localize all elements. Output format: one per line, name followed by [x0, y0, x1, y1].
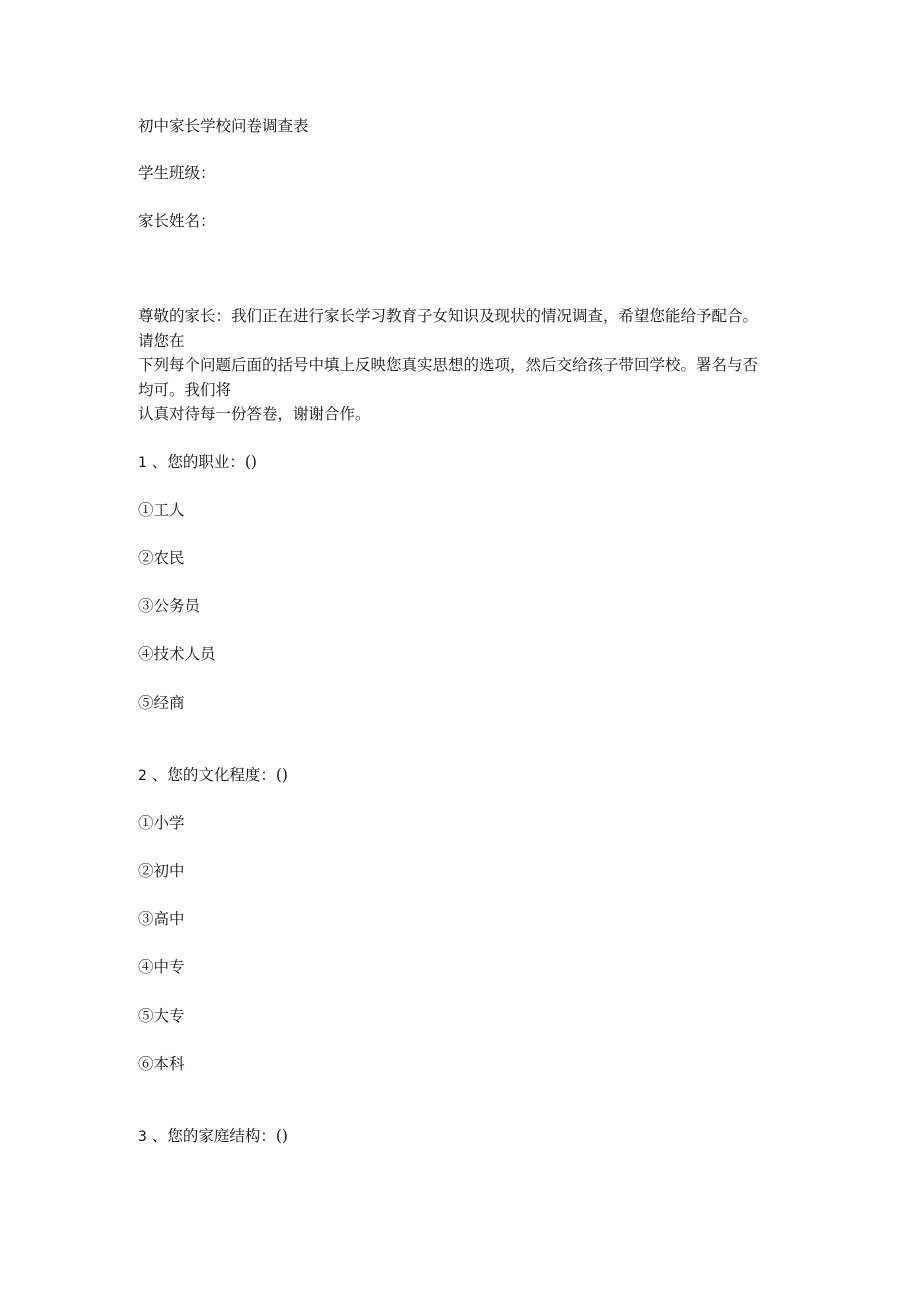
question-2-option-2: ②初中 [138, 862, 185, 880]
intro-line: 下列每个问题后面的括号中填上反映您真实思想的选项，然后交给孩子带回学校。署名与否 [138, 356, 759, 374]
question-1 [138, 450, 257, 475]
question-2 [138, 763, 288, 788]
student-class-label: 学生班级： [138, 164, 216, 182]
question-2-option-4: ④中专 [138, 958, 185, 976]
intro-line: 均可。我们将 [138, 380, 232, 399]
question-number: 2 [138, 768, 147, 784]
question-1-option-4: ④技术人员 [138, 645, 216, 663]
question-2-option-3: ③高中 [138, 910, 185, 928]
question-1-option-1: ①工人 [138, 501, 185, 519]
document-title: 初中家长学校问卷调查表 [138, 117, 309, 135]
intro-line: 尊敬的家长：我们正在进行家长学习教育子女知识及现状的情况调查，希望您能给予配合。 [138, 307, 759, 325]
question-text: 、您的职业：() [151, 453, 257, 471]
intro-line: 请您在 [138, 331, 185, 350]
question-number: 3 [138, 1129, 147, 1145]
question-1-option-2: ②农民 [138, 549, 185, 567]
question-2-option-6: ⑥本科 [138, 1055, 185, 1073]
question-text: 、您的文化程度：() [151, 766, 288, 784]
question-2-option-1: ①小学 [138, 814, 185, 832]
intro-paragraph [138, 304, 798, 427]
question-text: 、您的家庭结构：() [151, 1127, 288, 1145]
question-number: 1 [138, 455, 147, 471]
question-1-option-5: ⑤经商 [138, 694, 185, 712]
parent-name-label: 家长姓名： [138, 212, 216, 230]
question-3 [138, 1124, 288, 1149]
intro-line: 认真对待每一份答卷，谢谢合作。 [138, 405, 371, 423]
question-1-option-3: ③公务员 [138, 597, 201, 615]
question-2-option-5: ⑤大专 [138, 1007, 185, 1025]
